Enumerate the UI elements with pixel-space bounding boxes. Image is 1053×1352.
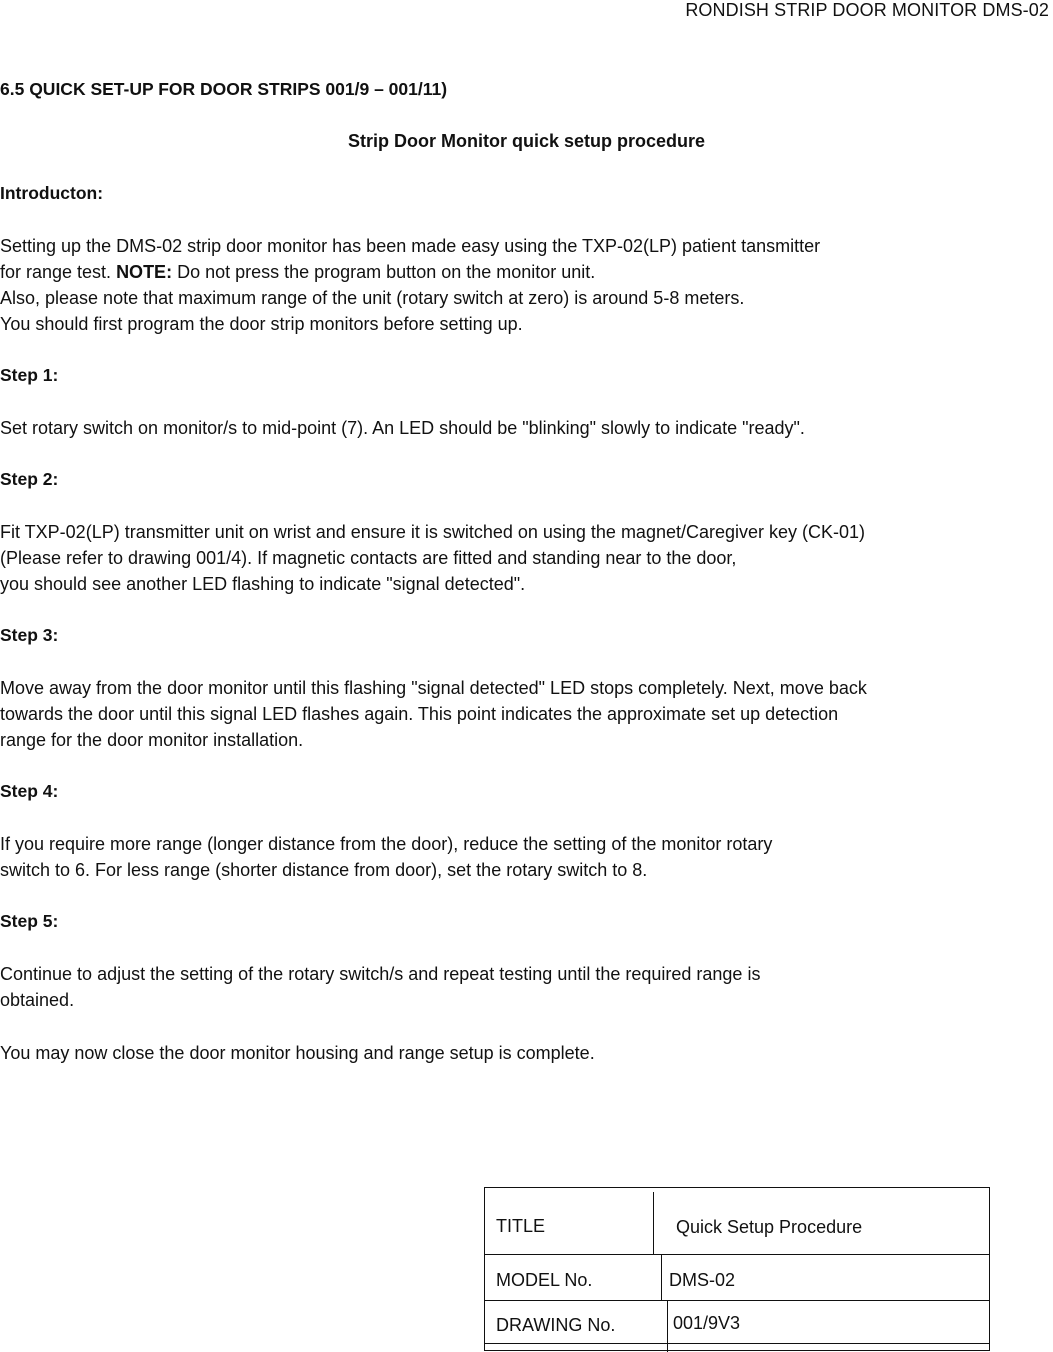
closing-paragraph <box>0 1040 595 1066</box>
step-1-line-1: Set rotary switch on monitor/s to mid-point (7). An LED should be "blinking" slowly to indicate "ready". <box>0 418 805 438</box>
title-block-divider-3 <box>485 1343 989 1344</box>
step-1-text <box>0 415 805 441</box>
step-2-label: Step 2: <box>0 469 59 489</box>
step-4-line-2: switch to 6. For less range (shorter distance from door), set the rotary switch to 8. <box>0 860 648 880</box>
intro-line-2 <box>0 259 820 285</box>
step-5-label: Step 5: <box>0 911 59 931</box>
title-block-vline-2 <box>661 1254 662 1300</box>
step-3-line-3: range for the door monitor installation. <box>0 730 304 750</box>
procedure-subtitle: Strip Door Monitor quick setup procedure <box>347 131 706 151</box>
section-title: 6.5 QUICK SET-UP FOR DOOR STRIPS 001/9 – 001/11) <box>0 79 448 99</box>
step-5-line-1: Continue to adjust the setting of the rotary switch/s and repeat testing until the required range is <box>0 964 761 984</box>
step-4-text <box>0 831 772 883</box>
title-block-divider-2 <box>485 1300 989 1301</box>
intro-line-2-pre: for range test. <box>0 262 117 282</box>
step-3-label: Step 3: <box>0 625 59 645</box>
step-4-line-1: If you require more range (longer distance from the door), reduce the setting of the monitor rotary <box>0 834 773 854</box>
intro-line-4: You should first program the door strip monitors before setting up. <box>0 314 523 334</box>
step-4-label: Step 4: <box>0 781 59 801</box>
title-label: TITLE <box>496 1216 546 1236</box>
intro-paragraph <box>0 233 820 337</box>
step-5-text <box>0 961 760 1013</box>
step-2-line-2: (Please refer to drawing 001/4). If magnetic contacts are fitted and standing near to the door, <box>0 548 737 568</box>
model-label: MODEL No. <box>496 1270 593 1290</box>
running-header: RONDISH STRIP DOOR MONITOR DMS-02 <box>685 0 1049 20</box>
note-label: NOTE: <box>116 262 173 282</box>
step-1-label: Step 1: <box>0 365 59 385</box>
intro-line-3: Also, please note that maximum range of the unit (rotary switch at zero) is around 5-8 meters. <box>0 288 745 308</box>
step-3-line-2: towards the door until this signal LED flashes again. This point indicates the approximate set up detection <box>0 704 839 724</box>
drawing-value: 001/9V3 <box>673 1313 741 1333</box>
step-3-text <box>0 675 867 753</box>
step-5-line-2: obtained. <box>0 990 75 1010</box>
intro-label: Introducton: <box>0 183 104 203</box>
title-block-vline-1 <box>653 1192 654 1254</box>
title-block-vline-3 <box>667 1300 668 1352</box>
intro-line-1: Setting up the DMS-02 strip door monitor has been made easy using the TXP-02(LP) patient tansmitter <box>0 236 821 256</box>
drawing-label: DRAWING No. <box>496 1315 616 1335</box>
step-2-text <box>0 519 865 597</box>
step-2-line-3: you should see another LED flashing to indicate "signal detected". <box>0 574 526 594</box>
step-3-line-1: Move away from the door monitor until this flashing "signal detected" LED stops completely. Next, move back <box>0 678 867 698</box>
intro-line-2-post: Do not press the program button on the monitor unit. <box>172 262 596 282</box>
closing-line: You may now close the door monitor housing and range setup is complete. <box>0 1043 595 1063</box>
title-block-divider-1 <box>485 1254 989 1255</box>
drawing-title-block <box>484 1187 990 1351</box>
model-value: DMS-02 <box>669 1270 736 1290</box>
title-value: Quick Setup Procedure <box>676 1217 863 1237</box>
step-2-line-1: Fit TXP-02(LP) transmitter unit on wrist and ensure it is switched on using the magnet/Caregiver key (CK-01) <box>0 522 866 542</box>
